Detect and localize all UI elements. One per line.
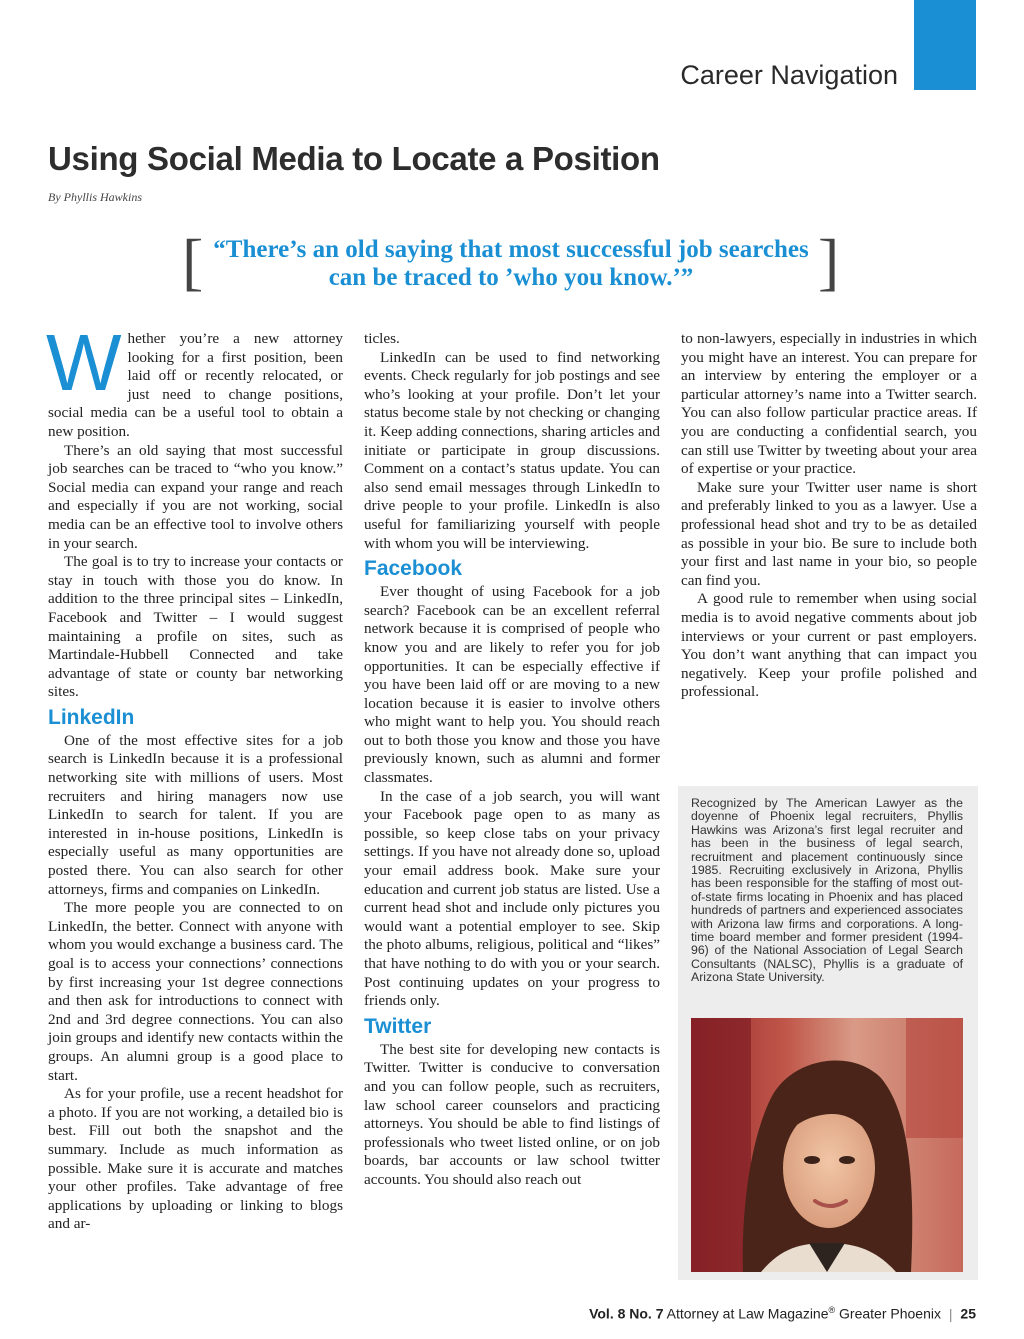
subheading-linkedin: LinkedIn bbox=[48, 705, 135, 729]
subheading-twitter: Twitter bbox=[364, 1014, 432, 1038]
article-column-2 bbox=[364, 330, 660, 1190]
paragraph: ticles. bbox=[364, 330, 400, 347]
paragraph: In the case of a job search, you will want your Facebook page open to as many as possible, so keep close tabs on your privacy settings. If you have not already done so, upload your email address book. Make sure your education and current job status are listed. Use a current head shot and include only pictures you would want a potential employer to see. Skip the photo albums, religious, political and “likes” that have nothing to do with you or your search. Post continuing updates on your progress to friends only. bbox=[364, 787, 660, 1010]
section-color-tab bbox=[914, 0, 976, 90]
magazine-edition: Greater Phoenix bbox=[839, 1305, 941, 1322]
magazine-name: Attorney at Law Magazine bbox=[666, 1305, 829, 1322]
paragraph: One of the most effective sites for a job search is LinkedIn because it is a professional networking site with millions of users. Most recruiters and hiring managers now use LinkedIn to search for talent. If you are interested in in-house positions, LinkedIn is especially useful as many opportunities are posted there. You can also search for other attorneys, firms and companies on LinkedIn. bbox=[48, 731, 343, 898]
author-bio: Recognized by The American Lawyer as the doyenne of Phoenix legal recruiters, Phyllis Hawkins was Arizona’s first legal recruiter and has been in the business of legal search, recruitment and placement continuously since 1985. Recruiting exclusively in Arizona, Phyllis has been responsible for the staffing of most out-of-state firms locating in Phoenix and has placed hundreds of partners and experienced associates with Arizona law firms and corporations. A long-time board member and former president (1994-96) of the National Association of Legal Search Consultants (NALSC), Phyllis is a graduate of Arizona State University. bbox=[691, 796, 963, 985]
page-footer bbox=[589, 1305, 976, 1322]
paragraph: Ever thought of using Facebook for a job search? Facebook can be an excellent referral network because it is comprised of people who know you and are likely to refer you for job opportunities. It can be especially effective if you have been laid off or are moving to a new location because it is easier to involve others who might want to help you. You should reach out to both those you know and those you have previously known, such as alumni and former classmates. bbox=[364, 583, 660, 787]
registered-mark: ® bbox=[828, 1305, 836, 1315]
pullquote-left-bracket-icon: [ bbox=[182, 226, 204, 297]
article-title: Using Social Media to Locate a Position bbox=[48, 140, 660, 177]
issue-number: Vol. 8 No. 7 bbox=[589, 1305, 664, 1322]
author-photo bbox=[691, 1018, 963, 1272]
article-column-3 bbox=[681, 330, 977, 702]
paragraph: A good rule to remember when using social media is to avoid negative comments about job interviews or your current or past employers. You don’t want anything that can impact you negatively. Keep your profile polished and professional. bbox=[681, 590, 977, 701]
paragraph: to non-lawyers, especially in industries in which you might have an interest. You can prepare for an interview by entering the employer or a particular attorney’s name into a Twitter search. You can also follow particular practice areas. If you are conducting a confidential search, you can still use Twitter by tweeting about your area of expertise or your practice. bbox=[681, 330, 977, 478]
intro-paragraph: Whether you’re a new attorney looking for a first position, been laid off or recently relocated, or just need to change positions, social media can be a useful tool to obtain a new position. bbox=[46, 318, 343, 440]
dropcap: W bbox=[46, 318, 122, 407]
pullquote-right-bracket-icon: ] bbox=[818, 226, 840, 297]
paragraph: As for your profile, use a recent headshot for a photo. If you are not working, a detailed bio is best. Fill out both the snapshot and the summary. Include as much information as possible. Make sure it is accurate and matches your other profiles. Take advantage of free applications by uploading or linking to blogs and ar- bbox=[48, 1085, 343, 1233]
article-column-1 bbox=[46, 318, 343, 1234]
section-label: Career Navigation bbox=[680, 60, 898, 90]
paragraph: There’s an old saying that most successful job searches can be traced to “who you know.” Social media can expand your range and reach and especially if you are not working, social media can be an effective tool to involve others in your search. bbox=[48, 441, 343, 552]
page-number: 25 bbox=[960, 1305, 976, 1322]
paragraph: LinkedIn can be used to find networking events. Check regularly for job postings and see who’s looking at your profile. Don’t let your status become stale by not checking or changing it. Keep adding connections, sharing articles and initiate or participate in group discussions. Comment on a contact’s status update. You can also send email messages through LinkedIn to drive people to your profile. LinkedIn is also useful for familiarizing yourself with people with whom you will be interviewing. bbox=[364, 348, 660, 552]
paragraph: Make sure your Twitter user name is short and preferably linked to you as a lawyer. Use a professional head shot and try to be as detailed as possible in your bio. Be sure to include both your first and last name in your bio, so people can find you. bbox=[681, 478, 977, 589]
paragraph: The more people you are connected to on LinkedIn, the better. Connect with anyone with whom you would exchange a business card. The goal is to access your connections’ connections by first increasing your 1st degree connections and then ask for introductions to connect with 2nd and 3rd degree connections. You can also join groups and identify new contacts within the groups. An alumni group is a good place to start. bbox=[48, 899, 343, 1084]
byline: By Phyllis Hawkins bbox=[48, 190, 142, 204]
pullquote: “There’s an old saying that most successful job searches can be traced to ’who you know.’” bbox=[213, 236, 809, 291]
paragraph: The best site for developing new contacts is Twitter. Twitter is conducive to conversation and you can follow people, such as recruiters, law school career counselors and practicing attorneys. You should be able to find listings of professionals who tweet listed online, or on job boards, bar accounts or law school twitter accounts. You should also reach out bbox=[364, 1040, 660, 1188]
paragraph: The goal is to try to increase your contacts or stay in touch with those you do know. In addition to the three principal sites – LinkedIn, Facebook and Twitter – I would suggest maintaining a profile on sites, such as Martindale-Hubbell Connected and take advantage of state or county bar networking sites. bbox=[48, 553, 343, 701]
footer-separator: | bbox=[948, 1305, 953, 1322]
subheading-facebook: Facebook bbox=[364, 557, 463, 581]
